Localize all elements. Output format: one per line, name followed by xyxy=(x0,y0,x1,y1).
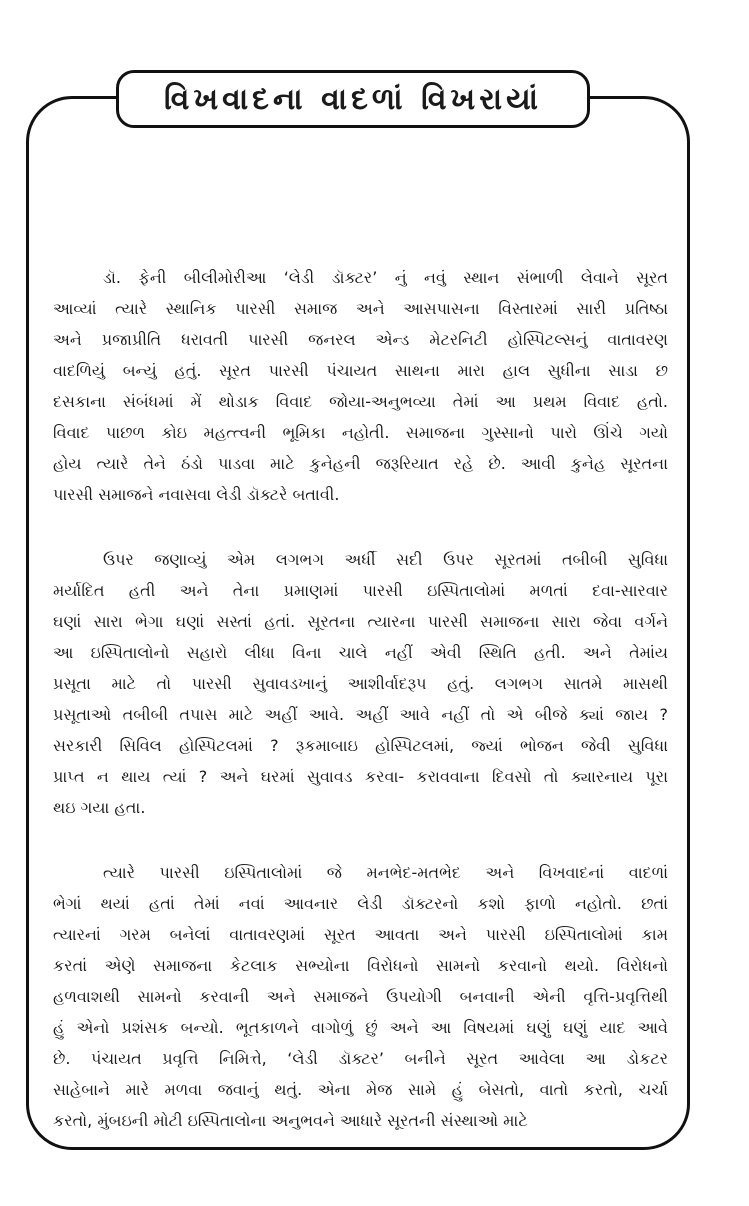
text-line: ત્યારે પારસી ઇસ્પિતાલોમાં જે મનભેદ-મતભેદ અને વિખવાદનાં વાદળાં xyxy=(103,863,668,882)
text-line: ડૉ. ફેની બીલીમોરીઆ ‘લેડી ડૉક્ટર’ નું નવું સ્થાન સંભાળી લેવાને સૂરત xyxy=(103,268,668,287)
text-line: કરતો, મુંબઇની મોટી ઇસ્પિતાલોના અનુભવને આધારે સૂરતની સંસ્થાઓ માટે xyxy=(53,1111,528,1130)
text-line: હું એનો પ્રશંસક બન્યો. ભૂતકાળને વાગોળું છું અને આ વિષયમાં ઘણું ઘણું યાદ આવે xyxy=(53,1018,668,1037)
text-line: થઇ ગયા હતા. xyxy=(53,798,146,817)
text-line: દસકાના સંબંધમાં મેં થોડાક વિવાદ જોયા-અનુભવ્યા તેમાં આ પ્રથમ વિવાદ હતો. xyxy=(53,392,668,411)
paragraph xyxy=(53,857,668,1136)
text-line: આ ઇસ્પિતાલોનો સહારો લીધા વિના ચાલે નહીં એવી સ્થિતિ હતી. અને તેમાંય xyxy=(53,643,668,662)
text-line: સરકારી સિવિલ હોસ્પિટલમાં ? રૂકમાબાઇ હોસ્પિટલમાં, જ્યાં ભોજન જેવી સુવિધા xyxy=(53,736,668,755)
text-line: વાદળિયું બન્યું હતું. સૂરત પારસી પંચાયત સાથના મારા હાલ સુધીના સાડા છ xyxy=(53,361,668,380)
text-line: ઘણાં સારા ભેગા ઘણાં સસ્તાં હતાં. સૂરતના ત્યારના પારસી સમાજના સારા જેવા વર્ગને xyxy=(53,612,668,631)
title-box xyxy=(116,70,590,128)
text-line: હળવાશથી સામનો કરવાની અને સમાજને ઉપયોગી બનવાની એની વૃત્તિ-પ્રવૃત્તિથી xyxy=(53,987,668,1006)
text-line: પારસી સમાજને નવાસવા લેડી ડૉક્ટરે બતાવી. xyxy=(53,485,340,504)
text-line: છે. પંચાયત પ્રવૃત્તિ નિમિત્તે, ‘લેડી ડૉક્ટર’ બનીને સૂરત આવેલા આ ડોકટર xyxy=(53,1049,668,1068)
text-line: સાહેબાને મારે મળવા જવાનું થતું. એના મેજ સામે હું બેસતો, વાતો કરતો, ચર્ચા xyxy=(53,1080,668,1099)
text-line: આવ્યાં ત્યારે સ્થાનિક પારસી સમાજ અને આસપાસના વિસ્તારમાં સારી પ્રતિષ્ઠા xyxy=(53,299,668,318)
text-line: કરતાં એણે સમાજના કેટલાક સભ્યોના વિરોધનો સામનો કરવાનો થયો. વિરોધનો xyxy=(53,956,668,975)
text-line: ભેગાં થયાં હતાં તેમાં નવાં આવનાર લેડી ડૉક્ટરનો કશો ફાળો નહોતો. છતાં xyxy=(53,894,668,913)
text-line: અને પ્રજાપ્રીતિ ધરાવતી પારસી જનરલ એન્ડ મેટરનિટી હોસ્પિટલ્સનું વાતાવરણ xyxy=(53,330,668,349)
page-title: વિખવાદના વાદળાં વિખરાયાં xyxy=(164,81,542,117)
text-line: વિવાદ પાછળ કોઇ મહત્ત્વની ભૂમિકા નહોતી. સમાજના ગુસ્સાનો પારો ઊંચે ગયો xyxy=(53,423,668,442)
paragraph xyxy=(53,262,668,510)
text-line: પ્રાપ્ત ન થાય ત્યાં ? અને ઘરમાં સુવાવડ કરવા- કરાવવાના દિવસો તો ક્યારનાય પૂરા xyxy=(53,767,668,786)
paragraph xyxy=(53,544,668,823)
text-line: ઉપર જણાવ્યું એમ લગભગ અર્ધી સદી ઉપર સૂરતમાં તબીબી સુવિધા xyxy=(103,550,668,569)
text-line: મર્યાદિત હતી અને તેના પ્રમાણમાં પારસી ઇસ્પિતાલોમાં મળતાં દવા-સારવાર xyxy=(53,581,668,600)
text-line: હોય ત્યારે તેને ઠંડો પાડવા માટે કુનેહની જરૂરિયાત રહે છે. આવી કુનેહ સૂરતના xyxy=(53,454,668,473)
text-line: પ્રસૂતાઓ તબીબી તપાસ માટે અહીં આવે. અહીં આવે નહીં તો એ બીજે ક્યાં જાય ? xyxy=(53,705,668,724)
body-text xyxy=(53,262,668,1170)
text-line: ત્યારનાં ગરમ બનેલાં વાતાવરણમાં સૂરત આવતા અને પારસી ઇસ્પિતાલોમાં કામ xyxy=(53,925,668,944)
text-line: પ્રસૂતા માટે તો પારસી સુવાવડખાનું આશીર્વાદરૂપ હતું. લગભગ સાતમે માસથી xyxy=(53,674,668,693)
